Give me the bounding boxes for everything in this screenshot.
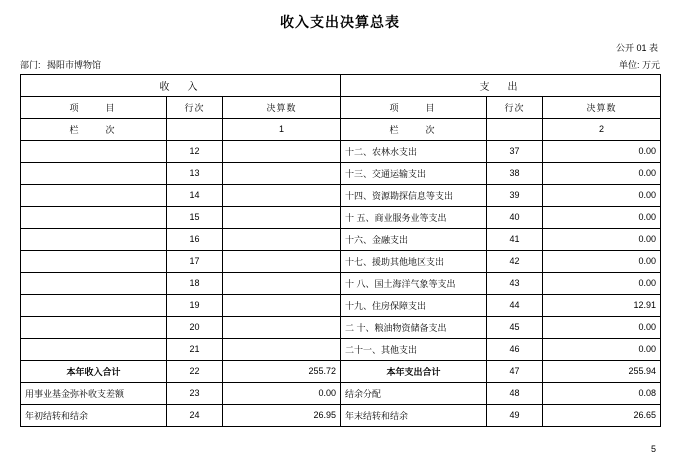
income-amount: 0.00 [223, 382, 341, 404]
expenditure-line: 47 [487, 360, 543, 382]
expenditure-line: 48 [487, 382, 543, 404]
expenditure-line: 49 [487, 404, 543, 426]
income-line: 16 [167, 228, 223, 250]
expenditure-line: 40 [487, 206, 543, 228]
expenditure-amount: 0.00 [543, 206, 661, 228]
income-amount [223, 140, 341, 162]
table-row [21, 272, 661, 294]
income-amount [223, 272, 341, 294]
expenditure-item: 十二、农林水支出 [341, 140, 487, 162]
income-line: 24 [167, 404, 223, 426]
group-header-expenditure: 支 出 [341, 74, 661, 96]
expenditure-amount: 0.00 [543, 272, 661, 294]
expenditure-line: 39 [487, 184, 543, 206]
column-header-exp-item: 项 目 [341, 96, 487, 118]
income-item [21, 184, 167, 206]
income-line: 19 [167, 294, 223, 316]
table-row [21, 140, 661, 162]
column-index-blank-exp [487, 118, 543, 140]
expenditure-item: 十七、援助其他地区支出 [341, 250, 487, 272]
table-row [21, 250, 661, 272]
expenditure-item: 年末结转和结余 [341, 404, 487, 426]
income-line: 15 [167, 206, 223, 228]
income-item: 本年收入合计 [21, 360, 167, 382]
expenditure-line: 46 [487, 338, 543, 360]
income-item [21, 294, 167, 316]
income-line: 22 [167, 360, 223, 382]
income-line: 17 [167, 250, 223, 272]
column-header-income-item: 项 目 [21, 96, 167, 118]
budget-table [20, 74, 661, 427]
form-code: 公开 01 表 [615, 43, 658, 53]
column-header-income-amount: 决算数 [223, 96, 341, 118]
expenditure-item: 十 八、国土海洋气象等支出 [341, 272, 487, 294]
income-amount: 255.72 [223, 360, 341, 382]
income-line: 18 [167, 272, 223, 294]
expenditure-amount: 255.94 [543, 360, 661, 382]
expenditure-item: 本年支出合计 [341, 360, 487, 382]
expenditure-amount: 0.08 [543, 382, 661, 404]
column-header-exp-amount: 决算数 [543, 96, 661, 118]
expenditure-item: 十六、金融支出 [341, 228, 487, 250]
column-index-exp: 2 [543, 118, 661, 140]
income-item [21, 250, 167, 272]
column-index-income: 1 [223, 118, 341, 140]
income-amount [223, 250, 341, 272]
expenditure-amount: 0.00 [543, 316, 661, 338]
income-item [21, 272, 167, 294]
unit-note: 单位: 万元 [618, 59, 660, 70]
table-row [21, 184, 661, 206]
expenditure-item: 结余分配 [341, 382, 487, 404]
income-line: 13 [167, 162, 223, 184]
department-block [20, 58, 101, 71]
expenditure-line: 45 [487, 316, 543, 338]
expenditure-amount: 26.65 [543, 404, 661, 426]
expenditure-amount: 0.00 [543, 338, 661, 360]
income-item [21, 140, 167, 162]
expenditure-amount: 0.00 [543, 162, 661, 184]
income-amount [223, 294, 341, 316]
table-row [21, 228, 661, 250]
income-line: 12 [167, 140, 223, 162]
table-row [21, 404, 661, 426]
table-row [21, 294, 661, 316]
expenditure-item: 十 五、商业服务业等支出 [341, 206, 487, 228]
department-label: 部门: [20, 59, 41, 70]
column-header-exp-line: 行次 [487, 96, 543, 118]
income-item [21, 162, 167, 184]
table-row-total [21, 360, 661, 382]
column-index-label-income: 栏 次 [21, 118, 167, 140]
table-row [21, 316, 661, 338]
column-index-label-exp: 栏 次 [341, 118, 487, 140]
document-page [0, 12, 680, 462]
income-line: 20 [167, 316, 223, 338]
income-line: 21 [167, 338, 223, 360]
column-header-income-line: 行次 [167, 96, 223, 118]
table-group-header-row [21, 74, 661, 96]
expenditure-amount: 12.91 [543, 294, 661, 316]
expenditure-amount: 0.00 [543, 140, 661, 162]
income-amount [223, 184, 341, 206]
page-number: 5 [650, 444, 656, 454]
expenditure-line: 41 [487, 228, 543, 250]
department-name: 揭阳市博物馆 [47, 59, 102, 70]
expenditure-line: 37 [487, 140, 543, 162]
expenditure-item: 十三、交通运输支出 [341, 162, 487, 184]
expenditure-amount: 0.00 [543, 250, 661, 272]
income-item [21, 228, 167, 250]
income-line: 23 [167, 382, 223, 404]
income-item [21, 206, 167, 228]
income-amount [223, 206, 341, 228]
expenditure-item: 十九、住房保障支出 [341, 294, 487, 316]
income-amount: 26.95 [223, 404, 341, 426]
table-column-header-row [21, 96, 661, 118]
table-row [21, 206, 661, 228]
expenditure-amount: 0.00 [543, 228, 661, 250]
expenditure-item: 二十一、其他支出 [341, 338, 487, 360]
expenditure-line: 42 [487, 250, 543, 272]
income-item: 年初结转和结余 [21, 404, 167, 426]
expenditure-amount: 0.00 [543, 184, 661, 206]
table-row [21, 338, 661, 360]
income-item [21, 316, 167, 338]
income-amount [223, 338, 341, 360]
income-line: 14 [167, 184, 223, 206]
income-amount [223, 228, 341, 250]
column-index-blank-income [167, 118, 223, 140]
table-row [21, 162, 661, 184]
expenditure-line: 38 [487, 162, 543, 184]
income-item: 用事业基金弥补收支差额 [21, 382, 167, 404]
expenditure-item: 二 十、粮油物资储备支出 [341, 316, 487, 338]
expenditure-line: 43 [487, 272, 543, 294]
table-row [21, 382, 661, 404]
expenditure-line: 44 [487, 294, 543, 316]
income-amount [223, 316, 341, 338]
page-title: 收入支出决算总表 [280, 14, 400, 30]
table-column-index-row [21, 118, 661, 140]
income-item [21, 338, 167, 360]
group-header-income: 收 入 [21, 74, 341, 96]
expenditure-item: 十四、资源勘探信息等支出 [341, 184, 487, 206]
meta-row [20, 58, 660, 71]
income-amount [223, 162, 341, 184]
